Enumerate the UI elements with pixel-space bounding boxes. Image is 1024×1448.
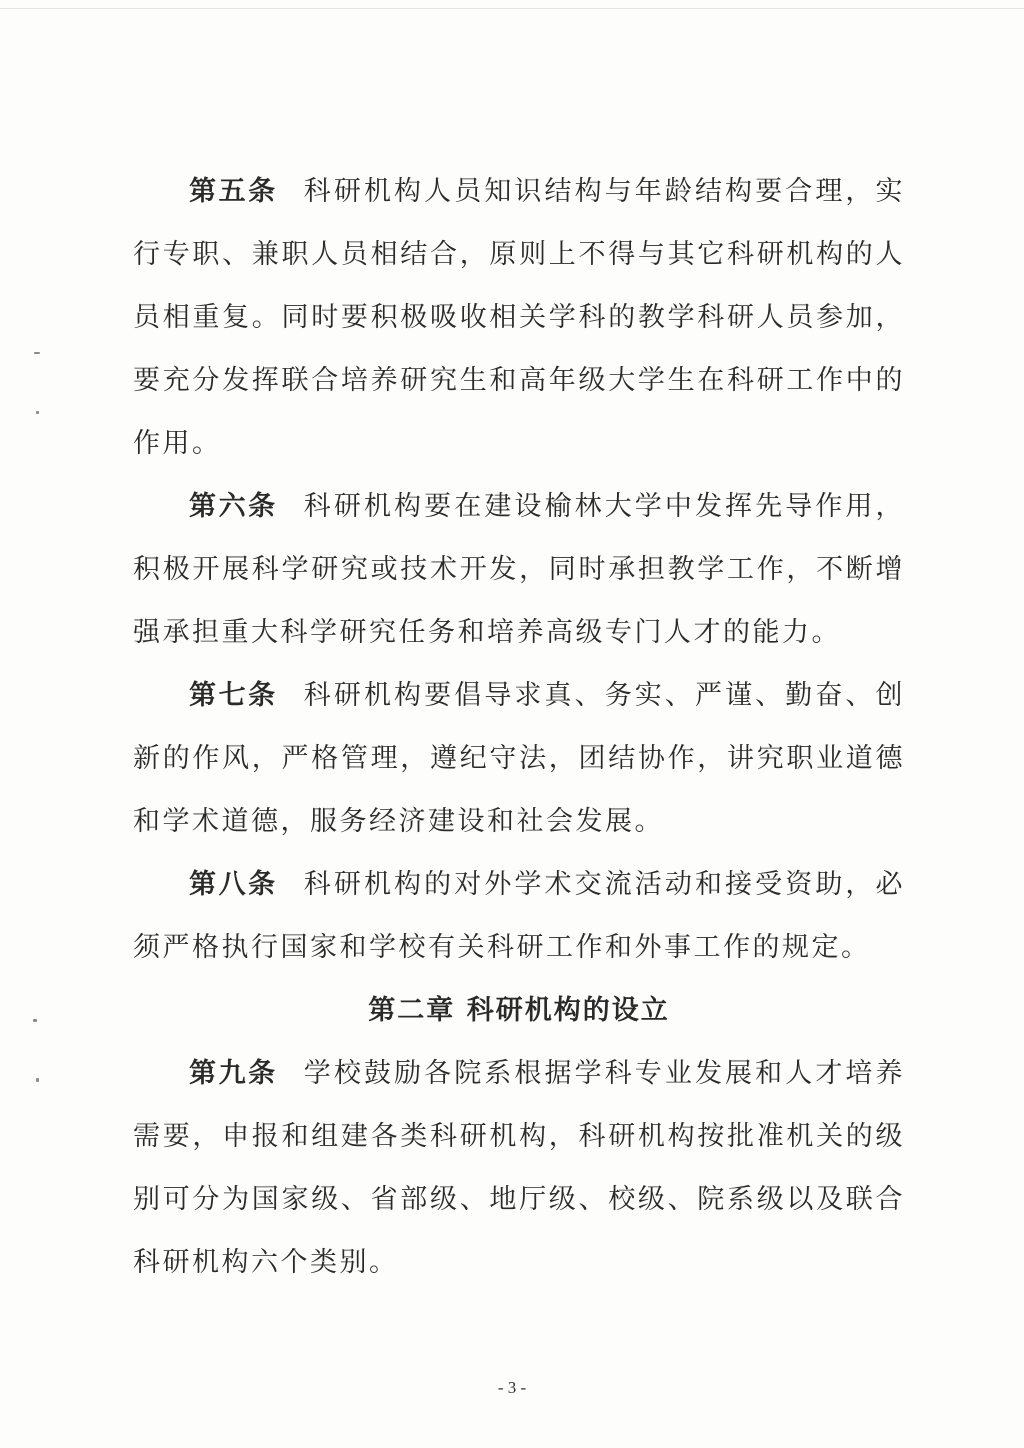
- scan-speck: [33, 1019, 37, 1022]
- article-label: 第九条: [189, 1058, 278, 1089]
- article-text: 学校鼓励各院系根据学科专业发展和人才培养需要，申报和组建各类科研机构，科研机构按批准机关的级别可分为国家级、省部级、地厅级、校级、院系级以及联合科研机构六个类别。: [133, 1058, 906, 1278]
- page-number: - 3 -: [497, 1378, 527, 1397]
- article-label: 第八条: [189, 869, 278, 900]
- article-text: 科研机构的对外学术交流活动和接受资助，必须严格执行国家和学校有关科研工作和外事工作的规定。: [133, 869, 906, 963]
- article-9: [133, 1042, 905, 1294]
- article-label: 第七条: [189, 680, 278, 711]
- article-text: 科研机构要倡导求真、务实、严谨、勤奋、创新的作风，严格管理，遵纪守法，团结协作，讲究职业道德和学术道德，服务经济建设和社会发展。: [133, 680, 906, 837]
- article-text: 科研机构人员知识结构与年龄结构要合理，实行专职、兼职人员相结合，原则上不得与其它科研机构的人员相重复。同时要积极吸收相关学科的教学科研人员参加，要充分发挥联合培养研究生和高年级大学生在科研工作中的作用。: [133, 176, 906, 459]
- scan-speck: [36, 1078, 39, 1082]
- scan-speck: [36, 411, 39, 414]
- article-5: [133, 160, 905, 475]
- scan-top-edge: [0, 8, 1024, 9]
- chapter-heading: 第二章 科研机构的设立: [368, 995, 670, 1026]
- document-body: [133, 160, 905, 1294]
- article-6: [133, 475, 905, 664]
- article-8: [133, 853, 905, 979]
- article-7: [133, 664, 905, 853]
- article-label: 第五条: [189, 176, 278, 207]
- article-label: 第六条: [189, 491, 278, 522]
- scan-speck: [34, 352, 40, 354]
- article-text: 科研机构要在建设榆林大学中发挥先导作用，积极开展科学研究或技术开发，同时承担教学工作，不断增强承担重大科学研究任务和培养高级专门人才的能力。: [133, 491, 906, 648]
